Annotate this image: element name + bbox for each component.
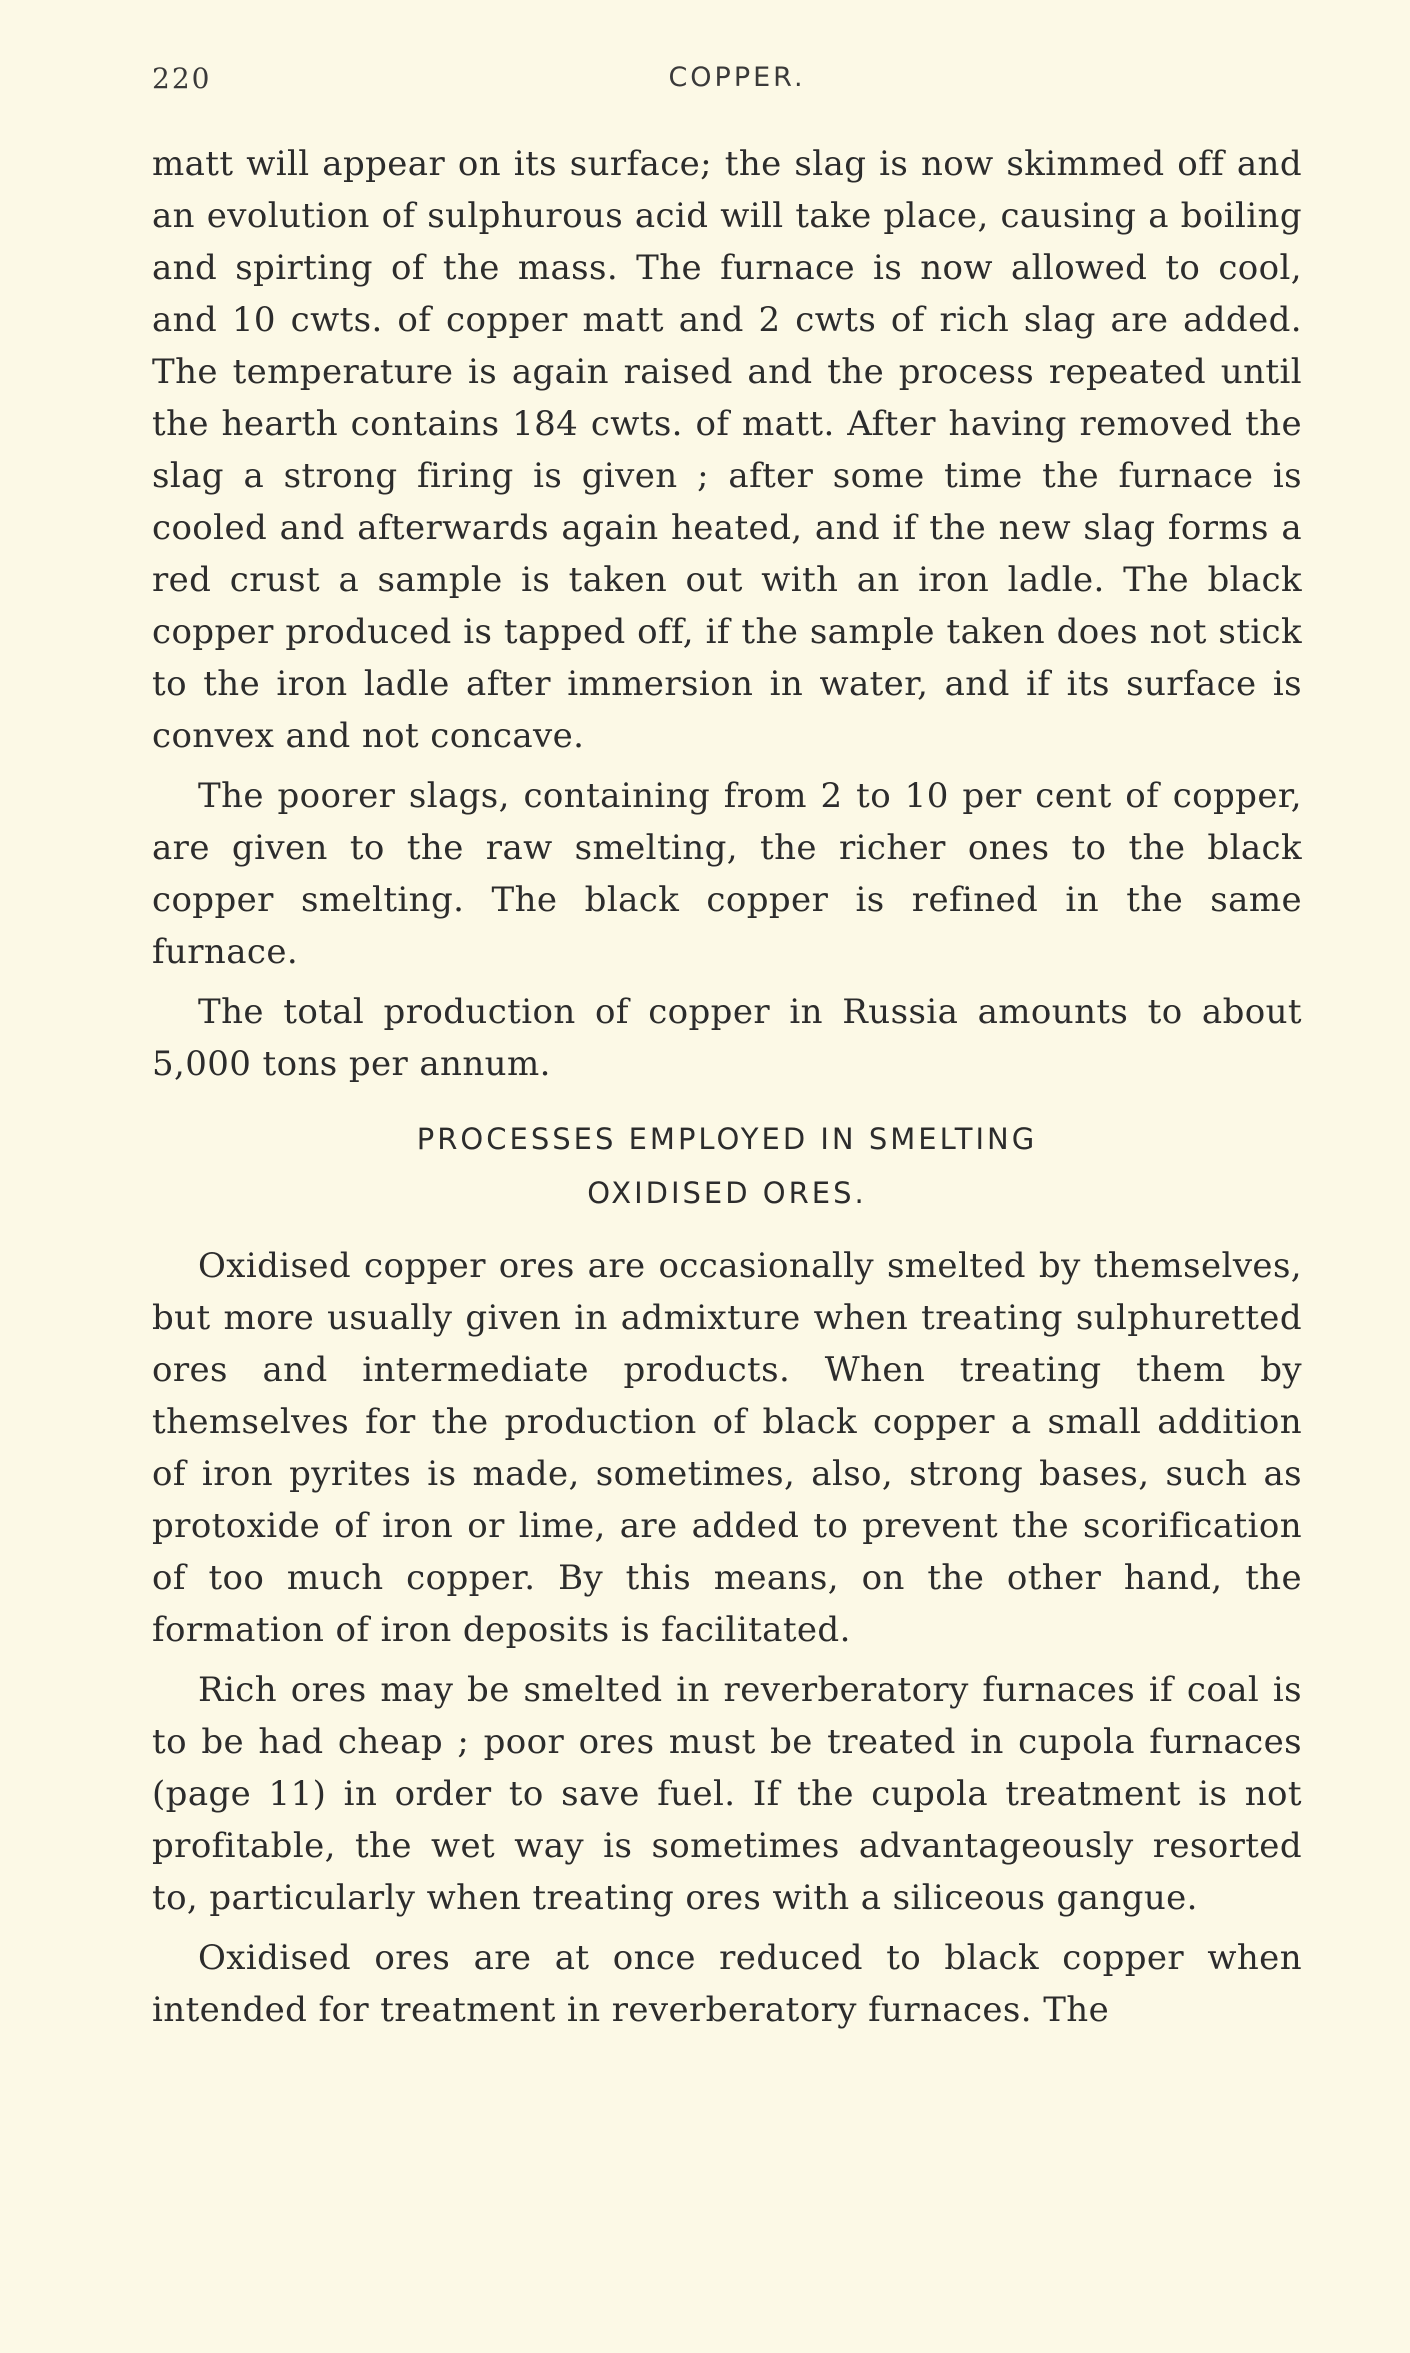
paragraph: Oxidised ores are at once reduced to black copper when intended for treatment in reverberatory furnaces. The bbox=[152, 1938, 1302, 2030]
page-number: 220 bbox=[152, 62, 212, 95]
paragraph: The poorer slags, containing from 2 to 10 per cent of copper, are given to the raw smelting, the richer ones to the black copper smelting. The black copper is refined in the same furnace. bbox=[152, 776, 1302, 972]
paragraph: The total production of copper in Russia amounts to about 5,000 tons per annum. bbox=[152, 992, 1302, 1084]
running-head bbox=[152, 62, 1302, 106]
section-heading-line: PROCESSES EMPLOYED IN SMELTING bbox=[416, 1122, 1038, 1156]
page-body bbox=[152, 138, 1302, 2036]
paragraph: Oxidised copper ores are occasionally smelted by themselves, but more usually given in admixture when treating sulphuretted ores and intermediate products. When treating them by themselves for the production of black copper a small addition of iron pyrites is made, sometimes, also, strong bases, such as protoxide of iron or lime, are added to prevent the scorification of too much copper. By this means, on the other hand, the formation of iron deposits is facilitated. bbox=[152, 1246, 1302, 1650]
section-heading bbox=[152, 1112, 1302, 1220]
paragraph: matt will appear on its surface; the slag is now skimmed off and an evolution of sulphurous acid will take place, causing a boiling and spirting of the mass. The furnace is now allowed to cool, and 10 cwts. of copper matt and 2 cwts of rich slag are added. The temperature is again raised and the process repeated until the hearth contains 184 cwts. of matt. After having removed the slag a strong firing is given ; after some time the furnace is cooled and afterwards again heated, and if the new slag forms a red crust a sample is taken out with an iron ladle. The black copper produced is tapped off, if the sample taken does not stick to the iron ladle after immersion in water, and if its surface is convex and not concave. bbox=[152, 144, 1302, 756]
paragraph: Rich ores may be smelted in reverberatory furnaces if coal is to be had cheap ; poor ores must be treated in cupola furnaces (page 11) in order to save fuel. If the cupola treatment is not profitable, the wet way is sometimes advantageously resorted to, particularly when treating ores with a siliceous gangue. bbox=[152, 1670, 1302, 1918]
section-heading-line: OXIDISED ORES. bbox=[587, 1176, 867, 1210]
running-title: COPPER. bbox=[668, 62, 806, 93]
